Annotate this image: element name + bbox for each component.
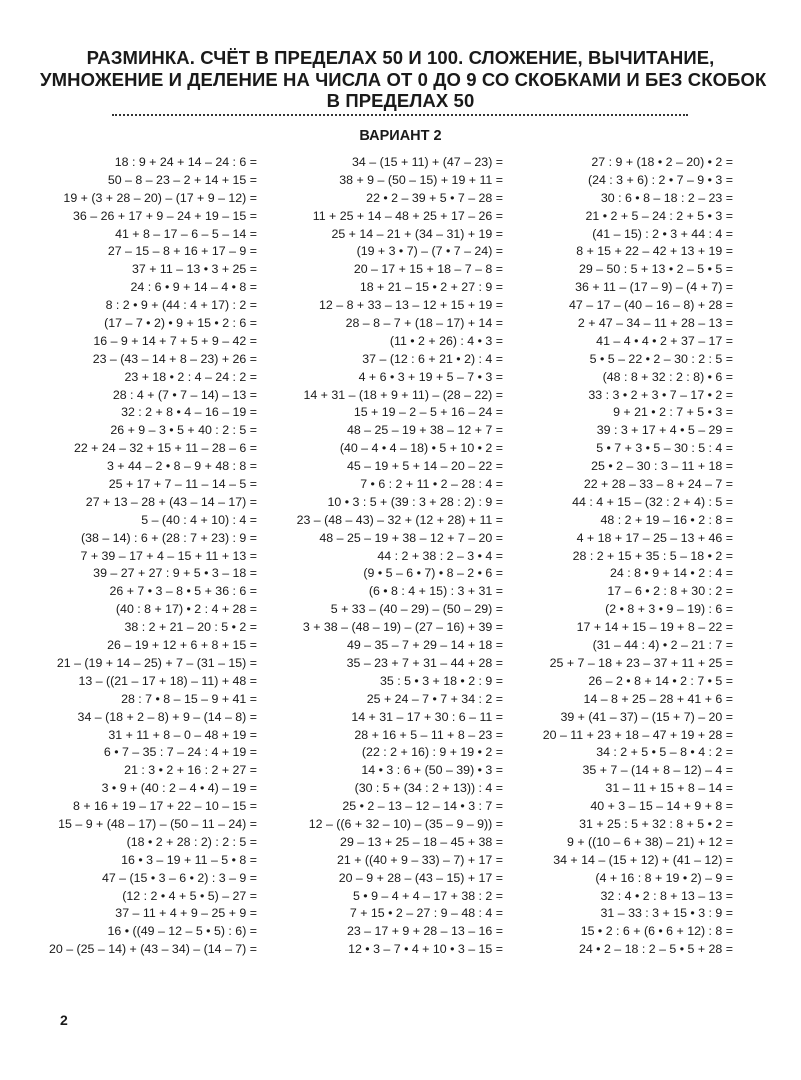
- exercise-item: 16 • 3 – 19 + 11 – 5 • 8 =: [121, 852, 257, 867]
- exercise-item: 20 – 11 + 23 + 18 – 47 + 19 + 28 =: [542, 727, 733, 742]
- exercise-item: 14 + 31 – 17 + 30 : 6 – 11 =: [351, 709, 503, 724]
- exercise-item: 14 – 8 + 25 – 28 + 41 + 6 =: [583, 691, 733, 706]
- exercise-item: (18 • 2 + 28 : 2) : 2 : 5 =: [126, 834, 257, 849]
- exercise-item: 23 + 18 • 2 : 4 – 24 : 2 =: [124, 369, 257, 384]
- exercise-item: 8 + 15 + 22 – 42 + 13 + 19 =: [576, 244, 733, 259]
- exercise-item: 21 • 2 + 5 – 24 : 2 + 5 • 3 =: [585, 208, 733, 223]
- exercise-item: 49 – 35 – 7 + 29 – 14 + 18 =: [346, 638, 503, 653]
- exercise-item: 48 : 2 + 19 – 16 • 2 : 8 =: [600, 512, 733, 527]
- page-title: [40, 47, 767, 112]
- exercise-item: 12 • 3 – 7 • 4 + 10 • 3 – 15 =: [348, 942, 503, 957]
- exercise-item: 14 • 3 : 6 + (50 – 39) • 3 =: [361, 763, 503, 778]
- exercise-item: 39 + (41 – 37) – (15 + 7) – 20 =: [560, 709, 733, 724]
- exercise-item: 41 + 8 – 17 – 6 – 5 – 14 =: [115, 226, 257, 241]
- variant-heading: ВАРИАНТ 2: [359, 128, 442, 144]
- exercise-item: 23 – (43 – 14 + 8 – 23) + 26 =: [92, 351, 257, 366]
- title-line-3: В ПРЕДЕЛАХ 50: [326, 90, 475, 111]
- exercise-item: 24 • 2 – 18 : 2 – 5 • 5 + 28 =: [578, 942, 733, 957]
- exercise-item: 12 – ((6 + 32 – 10) – (35 – 9 – 9)) =: [308, 816, 503, 831]
- exercise-item: 29 – 50 : 5 + 13 • 2 – 5 • 5 =: [578, 262, 733, 277]
- exercise-item: 7 + 39 – 17 + 4 – 15 + 11 + 13 =: [80, 548, 257, 563]
- exercise-item: 16 – 9 + 14 + 7 + 5 + 9 – 42 =: [93, 333, 257, 348]
- exercise-item: 24 : 8 • 9 + 14 • 2 : 4 =: [609, 566, 733, 581]
- exercise-item: 21 : 3 • 2 + 16 : 2 + 27 =: [124, 763, 257, 778]
- exercise-item: 50 – 8 – 23 – 2 + 14 + 15 =: [107, 172, 257, 187]
- exercise-item: (41 – 15) : 2 • 3 + 44 : 4 =: [592, 226, 733, 241]
- exercise-column-3: [543, 154, 733, 959]
- exercise-item: 2 + 47 – 34 – 11 + 28 – 13 =: [577, 316, 733, 331]
- exercise-item: 27 : 9 + (18 • 2 – 20) • 2 =: [591, 155, 733, 169]
- exercise-item: 25 + 24 – 7 • 7 + 34 : 2 =: [366, 691, 503, 706]
- exercise-item: 28 : 4 + (7 • 7 – 14) – 13 =: [112, 387, 257, 402]
- exercise-item: 23 – (48 – 43) – 32 + (12 + 28) + 11 =: [296, 512, 503, 527]
- exercise-item: 20 – 17 + 15 + 18 – 7 – 8 =: [353, 262, 503, 277]
- exercise-item: 7 + 15 • 2 – 27 : 9 – 48 : 4 =: [349, 906, 503, 921]
- exercise-item: 26 + 9 – 3 • 5 + 40 : 2 : 5 =: [110, 423, 257, 438]
- exercise-item: 31 – 11 + 15 + 8 – 14 =: [605, 781, 733, 796]
- exercise-item: 26 – 19 + 12 + 6 + 8 + 15 =: [107, 638, 257, 653]
- title-line-2: УМНОЖЕНИЕ И ДЕЛЕНИЕ НА ЧИСЛА ОТ 0 ДО 9 СО СКОБКАМИ И БЕЗ СКОБОК: [40, 68, 767, 90]
- exercise-item: 15 – 9 + (48 – 17) – (50 – 11 – 24) =: [58, 816, 257, 831]
- exercise-item: 24 : 6 • 9 + 14 – 4 • 8 =: [130, 280, 257, 295]
- exercise-item: 28 – 8 – 7 + (18 – 17) + 14 =: [345, 316, 503, 331]
- exercise-item: 25 + 17 + 7 – 11 – 14 – 5 =: [108, 477, 257, 492]
- exercise-item: 36 + 11 – (17 – 9) – (4 + 7) =: [575, 280, 733, 295]
- exercise-item: 28 + 16 + 5 – 11 + 8 – 23 =: [354, 727, 503, 742]
- exercise-item: 22 + 28 – 33 – 8 + 24 – 7 =: [583, 477, 733, 492]
- page-number: 2: [60, 1012, 68, 1028]
- exercise-item: 31 – 33 : 3 + 15 • 3 : 9 =: [600, 906, 733, 921]
- exercise-item: 34 – (18 + 2 – 8) + 9 – (14 – 8) =: [77, 709, 257, 724]
- exercise-item: 8 + 16 + 19 – 17 + 22 – 10 – 15 =: [73, 799, 257, 814]
- exercise-item: 47 – 17 – (40 – 16 – 8) + 28 =: [569, 298, 733, 313]
- exercise-item: 9 + ((10 – 6 + 38) – 21) + 12 =: [566, 834, 733, 849]
- exercise-item: 7 • 6 : 2 + 11 • 2 – 28 : 4 =: [360, 477, 503, 492]
- exercise-item: 34 : 2 + 5 • 5 – 8 • 4 : 2 =: [596, 745, 733, 760]
- exercise-item: 36 – 26 + 17 + 9 – 24 + 19 – 15 =: [73, 208, 257, 223]
- exercise-item: 40 + 3 – 15 – 14 + 9 + 8 =: [590, 799, 733, 814]
- exercise-item: 17 – 6 • 2 : 8 + 30 : 2 =: [607, 584, 733, 599]
- exercise-item: 3 + 38 – (48 – 19) – (27 – 16) + 39 =: [302, 620, 503, 635]
- exercise-item: 25 + 7 – 18 + 23 – 37 + 11 + 25 =: [549, 655, 733, 670]
- exercise-item: 17 + 14 + 15 – 19 + 8 – 22 =: [576, 620, 733, 635]
- exercise-item: 18 + 21 – 15 • 2 + 27 : 9 =: [359, 280, 503, 295]
- exercise-item: 9 + 21 • 2 : 7 + 5 • 3 =: [613, 405, 733, 420]
- exercise-item: 41 – 4 • 4 • 2 + 37 – 17 =: [596, 333, 733, 348]
- exercise-item: (38 – 14) : 6 + (28 : 7 + 23) : 9 =: [81, 530, 257, 545]
- exercise-item: 32 : 4 • 2 : 8 + 13 – 13 =: [600, 888, 733, 903]
- exercise-item: 39 : 3 + 17 + 4 • 5 – 29 =: [596, 423, 733, 438]
- exercise-item: 22 + 24 – 32 + 15 + 11 – 28 – 6 =: [73, 441, 257, 456]
- exercise-item: 48 – 25 – 19 + 38 – 12 + 7 =: [346, 423, 503, 438]
- exercise-item: 48 – 25 – 19 + 38 – 12 + 7 – 20 =: [319, 530, 503, 545]
- exercise-item: 34 – (15 + 11) + (47 – 23) =: [352, 155, 503, 169]
- exercise-item: 14 + 31 – (18 + 9 + 11) – (28 – 22) =: [303, 387, 503, 402]
- exercise-item: 28 : 7 • 8 – 15 – 9 + 41 =: [121, 691, 257, 706]
- exercise-item: 25 • 2 – 30 : 3 – 11 + 18 =: [591, 459, 733, 474]
- exercise-item: 21 + ((40 + 9 – 33) – 7) + 17 =: [336, 852, 503, 867]
- exercise-item: 37 – (12 : 6 + 21 • 2) : 4 =: [362, 351, 503, 366]
- exercise-item: 45 – 19 + 5 + 14 – 20 – 22 =: [346, 459, 503, 474]
- exercise-item: 4 + 6 • 3 + 19 + 5 – 7 • 3 =: [358, 369, 503, 384]
- exercise-item: 37 + 11 – 13 • 3 + 25 =: [131, 262, 257, 277]
- exercise-item: 12 – 8 + 33 – 13 – 12 + 15 + 19 =: [319, 298, 503, 313]
- exercise-item: 32 : 2 + 8 • 4 – 16 – 19 =: [121, 405, 257, 420]
- exercise-column-1: [49, 154, 257, 959]
- exercise-item: (24 : 3 + 6) : 2 • 7 – 9 • 3 =: [587, 172, 733, 187]
- exercise-item: 27 – 15 – 8 + 16 + 17 – 9 =: [107, 244, 257, 259]
- exercise-item: 35 – 23 + 7 + 31 – 44 + 28 =: [346, 655, 503, 670]
- exercise-item: 8 : 2 • 9 + (44 : 4 + 17) : 2 =: [105, 298, 257, 313]
- exercise-item: 44 : 2 + 38 : 2 – 3 • 4 =: [377, 548, 503, 563]
- exercise-item: 34 + 14 – (15 + 12) + (41 – 12) =: [553, 852, 733, 867]
- exercise-item: 15 + 19 – 2 – 5 + 16 – 24 =: [353, 405, 503, 420]
- exercise-item: 5 • 5 – 22 • 2 – 30 : 2 : 5 =: [589, 351, 733, 366]
- exercise-item: 6 • 7 – 35 : 7 – 24 : 4 + 19 =: [103, 745, 257, 760]
- exercise-item: 30 : 6 • 8 – 18 : 2 – 23 =: [600, 190, 733, 205]
- exercise-item: 5 + 33 – (40 – 29) – (50 – 29) =: [330, 602, 503, 617]
- dotted-divider: [112, 114, 688, 116]
- exercise-item: 19 + (3 + 28 – 20) – (17 + 9 – 12) =: [63, 190, 257, 205]
- title-line-1: РАЗМИНКА. СЧЁТ В ПРЕДЕЛАХ 50 И 100. СЛОЖЕНИЕ, ВЫЧИТАНИЕ,: [86, 47, 715, 68]
- exercise-item: (40 : 8 + 17) • 2 : 4 + 28 =: [115, 602, 257, 617]
- exercise-item: (22 : 2 + 16) : 9 + 19 • 2 =: [361, 745, 503, 760]
- exercise-item: 26 – 2 • 8 + 14 • 2 : 7 • 5 =: [588, 673, 733, 688]
- exercise-item: 31 + 11 + 8 – 0 – 48 + 19 =: [108, 727, 257, 742]
- exercise-item: (2 • 8 + 3 • 9 – 19) : 6 =: [605, 602, 733, 617]
- exercise-item: 20 – 9 + 28 – (43 – 15) + 17 =: [338, 870, 503, 885]
- exercise-item: 39 – 27 + 27 : 9 + 5 • 3 – 18 =: [93, 566, 257, 581]
- exercise-item: 37 – 11 + 4 + 9 – 25 + 9 =: [115, 906, 257, 921]
- exercise-item: 13 – ((21 – 17 + 18) – 11) + 48 =: [78, 673, 257, 688]
- exercise-item: 44 : 4 + 15 – (32 : 2 + 4) : 5 =: [572, 494, 733, 509]
- exercise-item: 5 • 9 – 4 + 4 – 17 + 38 : 2 =: [352, 888, 503, 903]
- exercise-item: (11 • 2 + 26) : 4 • 3 =: [389, 333, 503, 348]
- exercise-item: (19 + 3 • 7) – (7 • 7 – 24) =: [356, 244, 503, 259]
- exercise-item: 31 + 25 : 5 + 32 : 8 + 5 • 2 =: [579, 816, 733, 831]
- exercise-item: (12 : 2 • 4 + 5 • 5) – 27 =: [122, 888, 257, 903]
- exercise-item: (9 • 5 – 6 • 7) • 8 – 2 • 6 =: [363, 566, 503, 581]
- exercise-item: 3 • 9 + (40 : 2 – 4 • 4) – 19 =: [101, 781, 257, 796]
- exercise-item: 29 – 13 + 25 – 18 – 45 + 38 =: [340, 834, 503, 849]
- exercise-item: 11 + 25 + 14 – 48 + 25 + 17 – 26 =: [312, 208, 503, 223]
- exercise-item: 38 : 2 + 21 – 20 : 5 • 2 =: [124, 620, 257, 635]
- exercise-item: 38 + 9 – (50 – 15) + 19 + 11 =: [339, 172, 503, 187]
- exercise-item: 20 – (25 – 14) + (43 – 34) – (14 – 7) =: [48, 942, 257, 957]
- exercise-item: 26 + 7 • 3 – 8 • 5 + 36 : 6 =: [109, 584, 257, 599]
- exercise-item: 5 • 7 + 3 • 5 – 30 : 5 : 4 =: [596, 441, 733, 456]
- exercise-item: (31 – 44 : 4) • 2 – 21 : 7 =: [592, 638, 733, 653]
- exercise-item: (40 – 4 • 4 – 18) • 5 + 10 • 2 =: [339, 441, 503, 456]
- exercise-item: 23 – 17 + 9 + 28 – 13 – 16 =: [346, 924, 503, 939]
- exercise-item: 22 • 2 – 39 + 5 • 7 – 28 =: [366, 190, 503, 205]
- exercise-item: 35 : 5 • 3 + 18 • 2 : 9 =: [379, 673, 503, 688]
- exercise-item: (6 • 8 : 4 + 15) : 3 + 31 =: [368, 584, 503, 599]
- exercise-item: 25 • 2 – 13 – 12 – 14 • 3 : 7 =: [342, 799, 503, 814]
- exercise-item: 18 : 9 + 24 + 14 – 24 : 6 =: [114, 155, 257, 169]
- exercise-item: 33 : 3 • 2 + 3 • 7 – 17 • 2 =: [588, 387, 733, 402]
- exercise-item: 15 • 2 : 6 + (6 • 6 + 12) : 8 =: [580, 924, 733, 939]
- exercise-item: 5 – (40 : 4 + 10) : 4 =: [141, 512, 257, 527]
- exercise-item: 25 + 14 – 21 + (34 – 31) + 19 =: [331, 226, 503, 241]
- exercise-item: 3 + 44 – 2 • 8 – 9 + 48 : 8 =: [106, 459, 257, 474]
- exercise-item: (4 + 16 : 8 + 19 • 2) – 9 =: [595, 870, 733, 885]
- exercise-item: 47 – (15 • 3 – 6 • 2) : 3 – 9 =: [101, 870, 257, 885]
- exercise-item: (30 : 5 + (34 : 2 + 13)) : 4 =: [354, 781, 503, 796]
- exercise-item: 28 : 2 + 15 + 35 : 5 – 18 • 2 =: [572, 548, 733, 563]
- exercise-column-2: [297, 154, 503, 959]
- exercise-item: 27 + 13 – 28 + (43 – 14 – 17) =: [85, 494, 257, 509]
- exercise-item: 21 – (19 + 14 – 25) + 7 – (31 – 15) =: [56, 655, 257, 670]
- exercise-item: 35 + 7 – (14 + 8 – 12) – 4 =: [582, 763, 733, 778]
- exercise-item: (17 – 7 • 2) • 9 + 15 • 2 : 6 =: [104, 316, 257, 331]
- exercise-item: 16 • ((49 – 12 – 5 • 5) : 6) =: [107, 924, 257, 939]
- exercise-item: (48 : 8 + 32 : 2 : 8) • 6 =: [602, 369, 733, 384]
- exercise-item: 4 + 18 + 17 – 25 – 13 + 46 =: [576, 530, 733, 545]
- exercise-item: 10 • 3 : 5 + (39 : 3 + 28 : 2) : 9 =: [327, 494, 503, 509]
